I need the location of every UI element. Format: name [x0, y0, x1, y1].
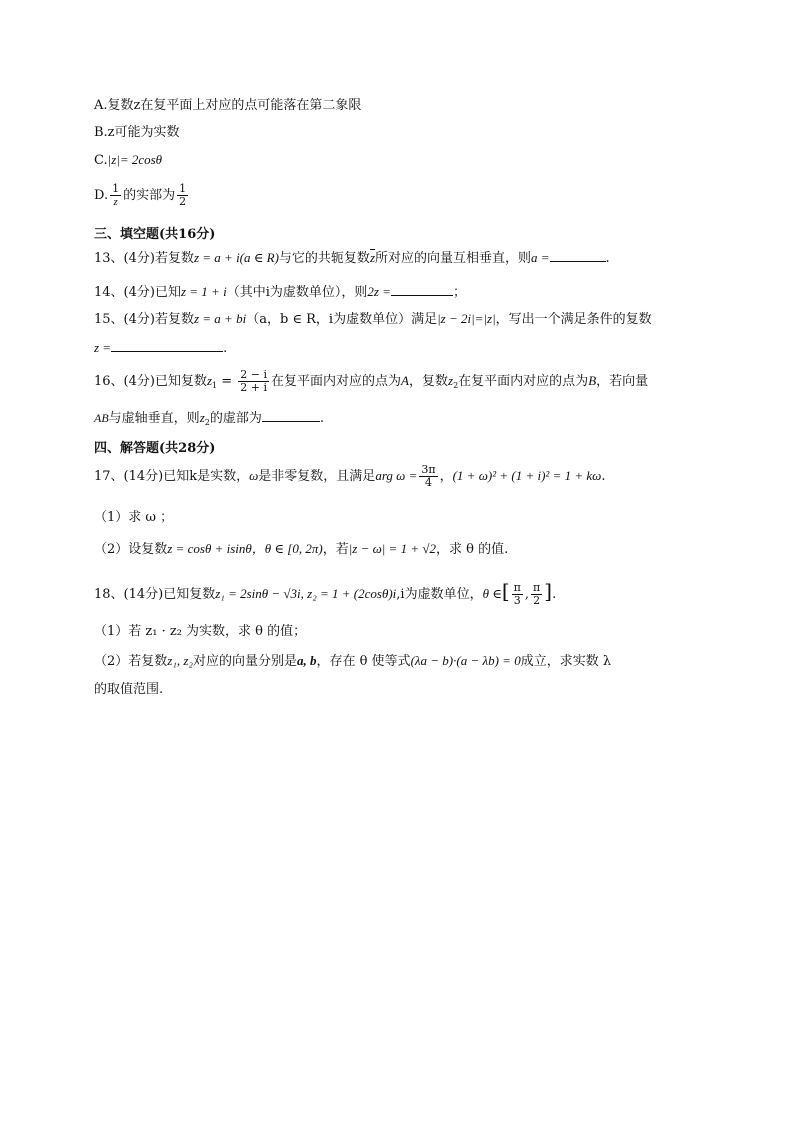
question-17-part-2: （2）设复数z = cosθ + isinθ，θ ∈ [0, 2π)，若|z − ω| = 1 + √2，求 θ 的值. [94, 541, 509, 557]
question-18-part-2: （2）若复数z₁, z₂对应的向量分别是a, b，存在 θ 使等式(λa − b)·(a − λb) = 0成立，求实数 λ [94, 653, 612, 669]
answer-blank[interactable] [111, 339, 223, 352]
question-17: 17、(14分)已知k是实数，ω是非零复数，且满足arg ω = $\frac{3\pi}{4}$ ，(1 + ω)² + (1 + i)² = 1 + kω. [94, 463, 606, 489]
question-14: 14、(4分)已知z = 1 + i（其中i为虚数单位），则2z = ； [94, 284, 466, 300]
option-d-label: D. [94, 188, 109, 203]
section-4-heading: 四、解答题(共28分) [94, 441, 216, 456]
answer-blank[interactable] [550, 249, 606, 262]
question-18: 18、(14分)已知复数z₁ = 2sinθ − √3i, z₂ = 1 + (2cosθ)i,i为虚数单位，θ ∈[ $\frac{\pi}{3}$ , $\frac{\pi}{2}$ ]. [94, 579, 557, 607]
question-15-line-2: z = . [94, 340, 228, 356]
question-18-part-2-line-2: 的取值范围. [94, 682, 164, 697]
question-16: 16、(4分)已知复数$z_1$ = $\frac{2 - i}{2 + i}$ 在复平面内对应的点为A，复数$z_2$在复平面内对应的点为B，若向量 [94, 368, 649, 394]
question-16-line-2: AB与虚轴垂直，则$z_2$的虚部为 . [94, 410, 324, 427]
section-3-heading: 三、填空题(共16分) [94, 227, 216, 242]
answer-blank[interactable] [391, 283, 453, 296]
option-b: B.z可能为实数 [94, 125, 180, 140]
q17-fraction: $\frac{3\pi}{4}$ [421, 463, 436, 489]
option-c-math: |z|= 2cosθ [107, 152, 163, 167]
question-13: 13、(4分)若复数z = a + i(a ∈ R)与它的共轭复数$\overline{z}$所对应的向量互相垂直，则a = . [94, 250, 610, 266]
question-17-part-1: （1）求 ω ； [94, 510, 174, 525]
option-d-text: 的实部为 [123, 188, 176, 203]
option-c-label: C. [94, 153, 108, 168]
option-d-fraction-2: $\frac{1}{2}$ [179, 182, 187, 208]
question-15: 15、(4分)若复数z = a + bi（a，b ∈ R，i为虚数单位）满足|z − 2i|=|z|，写出一个满足条件的复数 [94, 311, 652, 327]
question-18-part-1: （1）若 z₁ · z₂ 为实数，求 θ 的值； [94, 624, 307, 639]
option-d-fraction: $\frac{1}{z}$ [112, 182, 120, 208]
option-c [94, 151, 162, 170]
answer-blank[interactable] [262, 409, 320, 422]
q16-fraction: $\frac{2 - i}{2 + i}$ [240, 368, 268, 394]
option-a: A.复数z在复平面上对应的点可能落在第二象限 [94, 98, 362, 113]
option-d [94, 181, 190, 211]
